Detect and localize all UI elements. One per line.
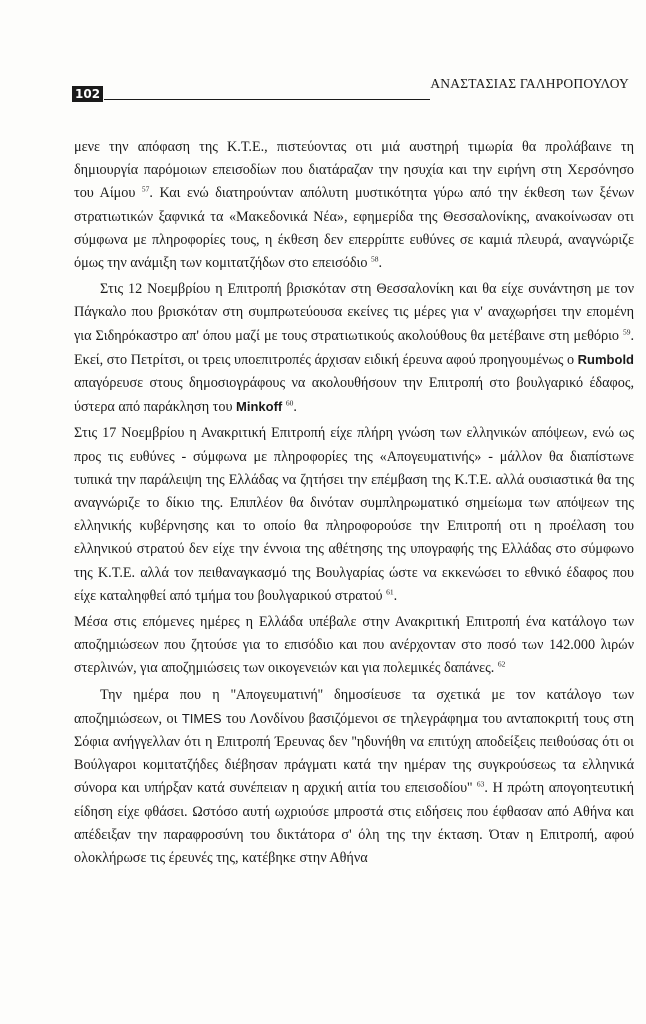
page-header [72, 76, 632, 106]
text-run: . Και ενώ διατηρούνταν απόλυτη μυστικότητα γύρω από την έκθεση των ξένων στρατιωτικών ξαφνικά τα «Μακεδονικά Νέα», εφημερίδα της Θεσσαλονίκης, ανακοίνωσαν οτι σύμφωνα με πληροφορίες τους, η έκθεση δεν επερρίπτε ευθύνες σε καμιά πλευρά, αναγνώριζε όμως την ανάμιξη των κομιτατζήδων στο επεισόδιο [74, 185, 634, 272]
footnote-ref: 62 [497, 659, 506, 669]
text-run: . [378, 255, 383, 272]
paragraph [74, 136, 634, 275]
text-run: μενε την απόφαση της Κ.Τ.Ε., πιστεύοντας οτι μιά αυστηρή τιμωρία θα προλάβαινε τη δημιουργία παρόμοιων επεισοδίων που διατάραζαν την ησυχία και την ειρήνη στη Χερσόνησο του Αίμου [74, 139, 634, 202]
paragraph [74, 422, 634, 608]
page-number: 102 [72, 86, 103, 102]
running-head: ΑΝΑΣΤΑΣΙΑΣ ΓΑΛΗΡΟΠΟΥΛΟΥ [430, 76, 629, 91]
text-run: Την ημέρα που η ''Απογευματινή'' δημοσίευσε τα σχετικά με τον κατάλογο των αποζημιώσεων, οι [74, 686, 634, 727]
text-run: . [393, 587, 398, 604]
text-run: . [293, 399, 297, 416]
newspaper-name: TIMES [181, 710, 222, 726]
text-run: . Η πρώτη απογοητευτική είδηση είχε φθάσει. Ωστόσο αυτή ωχριούσε μπροστά στις ειδήσεις που έφθασαν από Αθήνα και απέδειξαν την παραφροσύνη του δικτάτορα σ' όλη της την έκταση. Όταν η Επιτροπή, αφού ολοκλήρωσε τις έρευνές της, κατέβηκε στην Αθήνα [74, 780, 634, 867]
footnote-ref: 59 [622, 326, 631, 336]
paragraph [74, 684, 634, 871]
text-run: Μέσα στις επόμενες ημέρες η Ελλάδα υπέβαλε στην Ανακριτική Επιτροπή ένα κατάλογο των αποζημιώσεων που ζητούσε για το επισόδιο και που ανέρχονταν στο ποσό των 142.000 λιρών στερλινών, για αποζημιώσεις των οικογενειών και για πολεμικές δαπάνες. [74, 614, 634, 677]
footnote-ref: 63 [476, 779, 485, 789]
bold-name: Minkoff [236, 399, 283, 415]
footnote-ref: 57 [141, 184, 150, 194]
text-run: του Λονδίνου βασιζόμενοι σε τηλεγράφημα του ανταποκριτή τους στη Σόφια ανήγγελλαν ότι η Επιτροπή Έρευνας δεν ''ηδυνήθη να επιτύχη αποδείξεις πειθούσας ότι οι Βούλγαροι κομιτατζήδες διέβησαν πράγματι κατά την ημέραν της συγκρούσεως τα ελληνικά σύνορα και υπήρξαν κατά συνέπειαν η αρχική αιτία του επεισοδίου'' [74, 710, 634, 797]
text-run: Στις 17 Νοεμβρίου η Ανακριτική Επιτροπή είχε πλήρη γνώση των ελληνικών απόψεων, ενώ ως προς τις ευθύνες - σύμφωνα με πληροφορίες της «Απογευματινής» - μάλλον θα διαπίστωνε τυπικά την παράλειψη της Ελλάδας να ζητήσει την επέμβαση της Κ.Τ.Ε. αλλά ουσιαστικά θα της αναγνώριζε το δίκιο της. Επιπλέον θα δινόταν συμπληρωματικό σημείωμα των απόψεων της ελληνικής κυβέρνησης και το οποίο θα πληροφορούσε την Επιτροπή οτι η προέλαση του ελληνικού στρατού δεν είχε την έννοια της αθέτησης της υπογραφής της Ελλάδας στο σύμφωνο της Κ.Τ.Ε. αλλά τον πειθαναγκασμό της Βουλγαρίας ώστε να εκκενώσει το εθνικό έδαφος που είχε καταληφθεί από τμήμα του βουλγαρικού στρατού [74, 425, 634, 604]
footnote-ref: 58 [370, 254, 379, 264]
header-rule [104, 99, 430, 100]
footnote-ref: 60 [285, 398, 294, 408]
footnote-ref: 61 [386, 587, 394, 597]
text-run: . Εκεί, στο Πετρίτσι, οι τρεις υποεπιτροπές άρχισαν ειδική έρευνα αφού προηγουμένως ο [74, 327, 634, 368]
text-run: Στις 12 Νοεμβρίου η Επιτροπή βρισκόταν στη Θεσσαλονίκη και θα είχε συνάντηση με τον Πάγκαλο που βρισκόταν στη συμπρωτεύουσα εκείνες τις μέρες για ν' αναχωρήσει την επομένη για Σιδηρόκαστρο απ' όπου μαζί με τους στρατιωτικούς ακολούθους θα μετέβαινε στη μεθόριο [74, 281, 634, 344]
bold-name: Rumbold [577, 351, 634, 367]
paragraph [74, 611, 634, 681]
body-text [74, 136, 634, 870]
text-run: απαγόρευσε στους δημοσιογράφους να ακολουθήσουν την Επιτροπή στο βουλγαρικό έδαφος, ύστερα από παράκληση του [74, 375, 634, 416]
paragraph [74, 278, 634, 419]
